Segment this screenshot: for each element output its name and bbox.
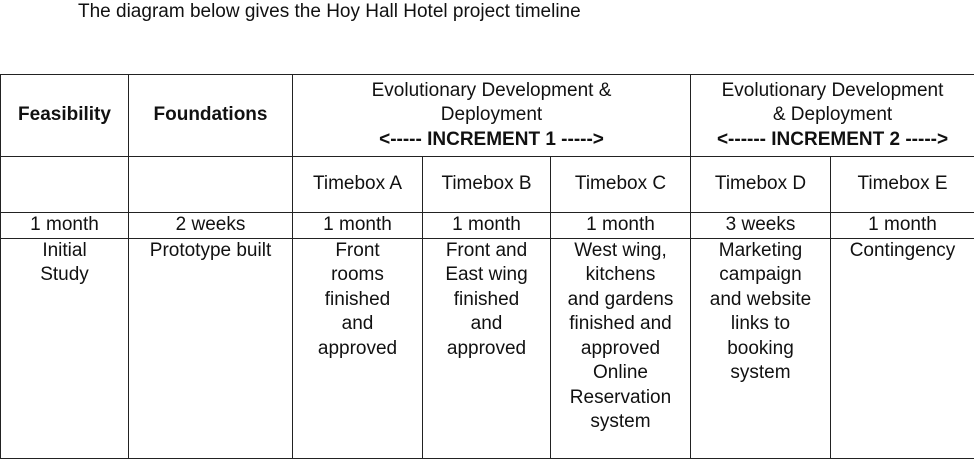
output-line: Initial [42, 239, 87, 261]
duration-cell: 1 month [551, 213, 691, 239]
duration-cell: 1 month [423, 213, 551, 239]
output-line: Study [40, 264, 89, 285]
increment-1-marker: <----- INCREMENT 1 -----> [379, 128, 604, 150]
output-line: finished and [569, 313, 672, 334]
output-cell [129, 238, 293, 459]
duration-cell: 1 month [831, 213, 974, 239]
timebox-cell-foundations [129, 157, 293, 213]
duration-cell: 2 weeks [129, 213, 293, 239]
timebox-d: Timebox D [691, 157, 831, 213]
output-cell [423, 238, 551, 459]
intro-text: The diagram below gives the Hoy Hall Hotel project timeline [78, 1, 581, 22]
output-line: approved [317, 337, 398, 359]
phase-row [1, 75, 974, 157]
output-line: system [730, 362, 791, 383]
phase-increment-1 [293, 75, 691, 157]
duration-cell: 3 weeks [691, 213, 831, 239]
output-line: finished [453, 288, 520, 310]
output-line: Front [335, 239, 380, 261]
timebox-b: Timebox B [423, 157, 551, 213]
project-timeline-table [0, 74, 974, 459]
output-line: Prototype built [149, 239, 272, 261]
timebox-c: Timebox C [551, 157, 691, 213]
output-line: approved [446, 337, 527, 359]
phase-increment-2 [691, 75, 974, 157]
output-line: West wing, [574, 239, 667, 261]
output-line: kitchens [585, 264, 656, 285]
increment-2-title-line-2: & Deployment [772, 104, 893, 126]
duration-cell: 1 month [293, 213, 423, 239]
output-line: Contingency [849, 239, 956, 261]
output-line: approved [580, 337, 661, 359]
output-line: Front and [445, 239, 528, 261]
output-line: system [590, 411, 651, 432]
output-line: links to [730, 313, 791, 334]
increment-1-title-line-1: Evolutionary Development & [371, 79, 612, 101]
timebox-row [1, 157, 974, 213]
output-cell [1, 238, 129, 459]
output-line: Marketing [718, 239, 803, 261]
output-line: and [470, 313, 503, 334]
timebox-e: Timebox E [831, 157, 974, 213]
output-cell [691, 238, 831, 459]
output-line: campaign [719, 264, 802, 285]
output-line: Online [593, 362, 648, 383]
output-line: booking [727, 337, 794, 359]
output-line: and gardens [567, 288, 674, 310]
output-cell [293, 238, 423, 459]
phase-feasibility: Feasibility [1, 75, 129, 157]
output-line: and [341, 313, 374, 334]
increment-1-title-line-2: Deployment [440, 104, 543, 126]
timebox-a: Timebox A [293, 157, 423, 213]
duration-cell: 1 month [1, 213, 129, 239]
output-line: East wing [445, 264, 528, 285]
increment-2-title-line-1: Evolutionary Development [721, 79, 944, 101]
output-line: and website [709, 288, 812, 310]
phase-foundations: Foundations [129, 75, 293, 157]
output-line: finished [324, 288, 391, 310]
output-line: rooms [331, 264, 384, 285]
output-cell [831, 238, 974, 459]
increment-2-marker: <------ INCREMENT 2 -----> [716, 128, 949, 150]
output-cell [551, 238, 691, 459]
duration-row [1, 213, 974, 239]
output-line: Reservation [569, 386, 672, 408]
timebox-cell-feasibility [1, 157, 129, 213]
output-row [1, 238, 974, 459]
